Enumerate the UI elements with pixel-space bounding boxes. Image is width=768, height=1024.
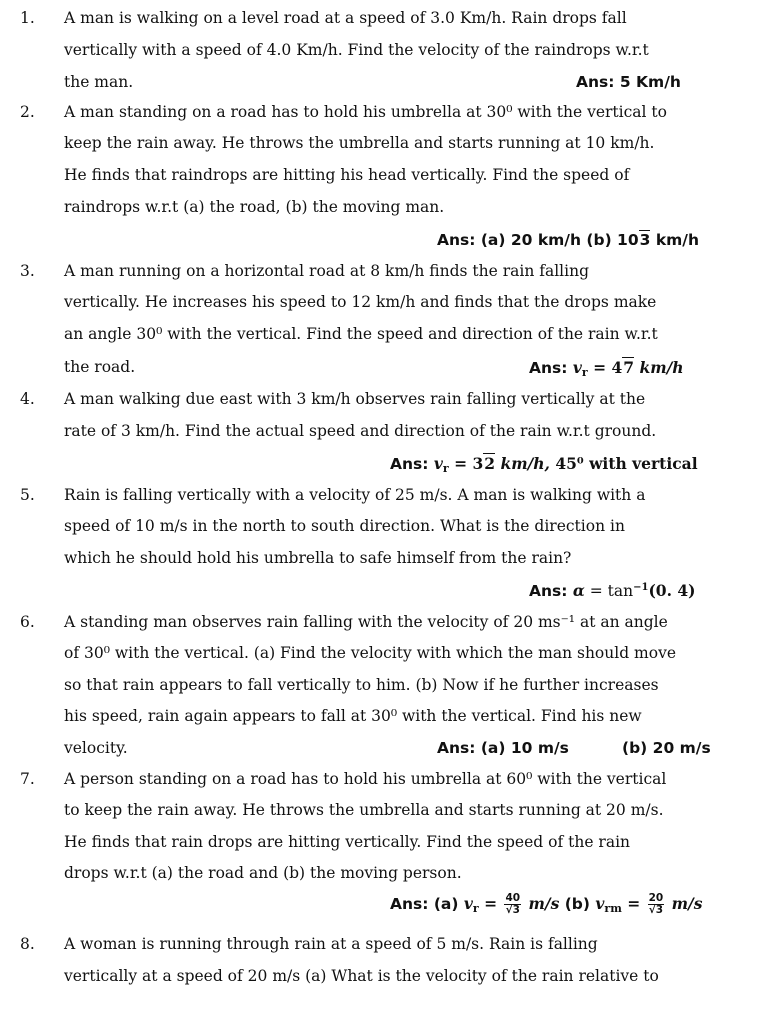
question-text-line: A man walking due east with 3 km/h observes rain falling vertically at the bbox=[64, 390, 646, 408]
alpha-symbol: α bbox=[572, 581, 585, 600]
answer: Ans: (a) $v_r$ = $\frac{40}{√3}$ m/s (b) $v_{rm}$ = $\frac{20}{√3}$ m/s bbox=[390, 892, 703, 916]
answer-unit: km/h, bbox=[495, 454, 550, 473]
fraction bbox=[648, 893, 665, 916]
question-text-line: of 30⁰ with the vertical. (a) Find the velocity with which the man should move bbox=[64, 644, 677, 662]
question-text-line: He finds that raindrops are hitting his head vertically. Find the speed of bbox=[64, 166, 630, 184]
sqrt-radicand: 2 bbox=[484, 454, 496, 473]
fraction-denominator: √3 bbox=[505, 904, 520, 916]
question-text-line: drops w.r.t (a) the road and (b) the moving person. bbox=[64, 864, 462, 882]
question-text-line: so that rain appears to fall vertically to him. (b) Now if he further increases bbox=[64, 676, 659, 694]
question-number: 6. bbox=[20, 613, 35, 631]
answer-label: Ans: bbox=[390, 455, 429, 473]
question-text-line: A man standing on a road has to hold his umbrella at 30⁰ with the vertical to bbox=[64, 103, 667, 121]
answer-equals: = tan bbox=[584, 582, 634, 600]
answer bbox=[437, 231, 699, 249]
answer-part-label: (b) bbox=[564, 895, 590, 913]
velocity-subscript: r bbox=[581, 366, 588, 379]
answer-unit: km/h bbox=[650, 231, 699, 249]
question-text-line: speed of 10 m/s in the north to south direction. What is the direction in bbox=[64, 517, 625, 535]
velocity-symbol: v bbox=[595, 894, 605, 913]
question-number: 4. bbox=[20, 390, 35, 408]
question-text-line: vertically with a speed of 4.0 Km/h. Find the velocity of the raindrops w.r.t bbox=[64, 41, 649, 59]
answer-equals: = 3 bbox=[448, 454, 484, 473]
velocity-symbol: v bbox=[463, 894, 473, 913]
question-text-line: rate of 3 km/h. Find the actual speed and direction of the rain w.r.t ground. bbox=[64, 422, 657, 440]
answer bbox=[529, 358, 684, 379]
answer-unit: km/h bbox=[634, 358, 684, 377]
answer-direction: 45⁰ with vertical bbox=[549, 454, 698, 473]
answer bbox=[529, 581, 695, 600]
sqrt-radicand: 3 bbox=[639, 231, 651, 249]
question-number: 5. bbox=[20, 486, 35, 504]
velocity-symbol: v bbox=[433, 454, 443, 473]
answer-unit: m/s bbox=[528, 894, 560, 913]
inverse-superscript: −1 bbox=[633, 582, 649, 593]
question-text-line: an angle 30⁰ with the vertical. Find the speed and direction of the rain w.r.t bbox=[64, 325, 658, 343]
question-text-line: velocity. bbox=[64, 739, 128, 757]
sqrt-radicand: 7 bbox=[623, 358, 635, 377]
answer: Ans: 5 Km/h bbox=[576, 73, 681, 91]
fraction-denominator: √3 bbox=[648, 904, 664, 916]
answer-a: Ans: (a) 10 m/s bbox=[437, 739, 569, 757]
question-text-line: A person standing on a road has to hold his umbrella at 60⁰ with the vertical bbox=[64, 770, 667, 788]
question-text-line: keep the rain away. He throws the umbrella and starts running at 10 km/h. bbox=[64, 134, 655, 152]
question-text-line: A woman is running through rain at a speed of 5 m/s. Rain is falling bbox=[64, 935, 598, 953]
question-text-line: the road. bbox=[64, 358, 136, 376]
question-text-line: which he should hold his umbrella to safe himself from the rain? bbox=[64, 549, 572, 567]
question-text-line: vertically at a speed of 20 m/s (a) What is the velocity of the rain relative to bbox=[64, 967, 659, 985]
question-text-line: raindrops w.r.t (a) the road, (b) the moving man. bbox=[64, 198, 445, 216]
fraction-numerator: 40 bbox=[505, 892, 521, 904]
question-text-line: to keep the rain away. He throws the umbrella and starts running at 20 m/s. bbox=[64, 801, 664, 819]
question-number: 2. bbox=[20, 103, 35, 121]
answer-text: Ans: (a) 20 km/h (b) 10 bbox=[437, 231, 639, 249]
question-text-line: A man running on a horizontal road at 8 km/h finds the rain falling bbox=[64, 262, 589, 280]
answer-label: Ans: bbox=[529, 359, 568, 377]
question-text-line: vertically. He increases his speed to 12 km/h and finds that the drops make bbox=[64, 293, 657, 311]
question-text-line: A man is walking on a level road at a speed of 3.0 Km/h. Rain drops fall bbox=[64, 9, 627, 27]
answer-label: Ans: bbox=[529, 582, 568, 600]
answer bbox=[390, 454, 698, 475]
answer-b: (b) 20 m/s bbox=[622, 739, 711, 757]
question-text-line: Rain is falling vertically with a velocity of 25 m/s. A man is walking with a bbox=[64, 486, 646, 504]
question-number: 3. bbox=[20, 262, 35, 280]
velocity-subscript: r bbox=[442, 462, 449, 475]
question-text-line: He finds that rain drops are hitting vertically. Find the speed of the rain bbox=[64, 833, 631, 851]
answer-label: Ans: (a) bbox=[390, 895, 459, 913]
answer-equals: = 4 bbox=[587, 358, 623, 377]
fraction-numerator: 20 bbox=[648, 892, 664, 904]
question-text-line: his speed, rain again appears to fall at 30⁰ with the vertical. Find his new bbox=[64, 707, 642, 725]
question-number: 7. bbox=[20, 770, 35, 788]
velocity-subscript: r bbox=[472, 902, 479, 915]
fraction bbox=[504, 893, 521, 916]
answer-unit: m/s bbox=[671, 894, 703, 913]
question-text-line: A standing man observes rain falling with the velocity of 20 ms⁻¹ at an angle bbox=[64, 613, 668, 631]
velocity-symbol: v bbox=[572, 358, 582, 377]
question-number: 1. bbox=[20, 9, 35, 27]
question-number: 8. bbox=[20, 935, 35, 953]
answer-argument: (0. 4) bbox=[648, 581, 696, 600]
question-text-line: the man. bbox=[64, 73, 134, 91]
velocity-subscript: rm bbox=[604, 902, 622, 915]
